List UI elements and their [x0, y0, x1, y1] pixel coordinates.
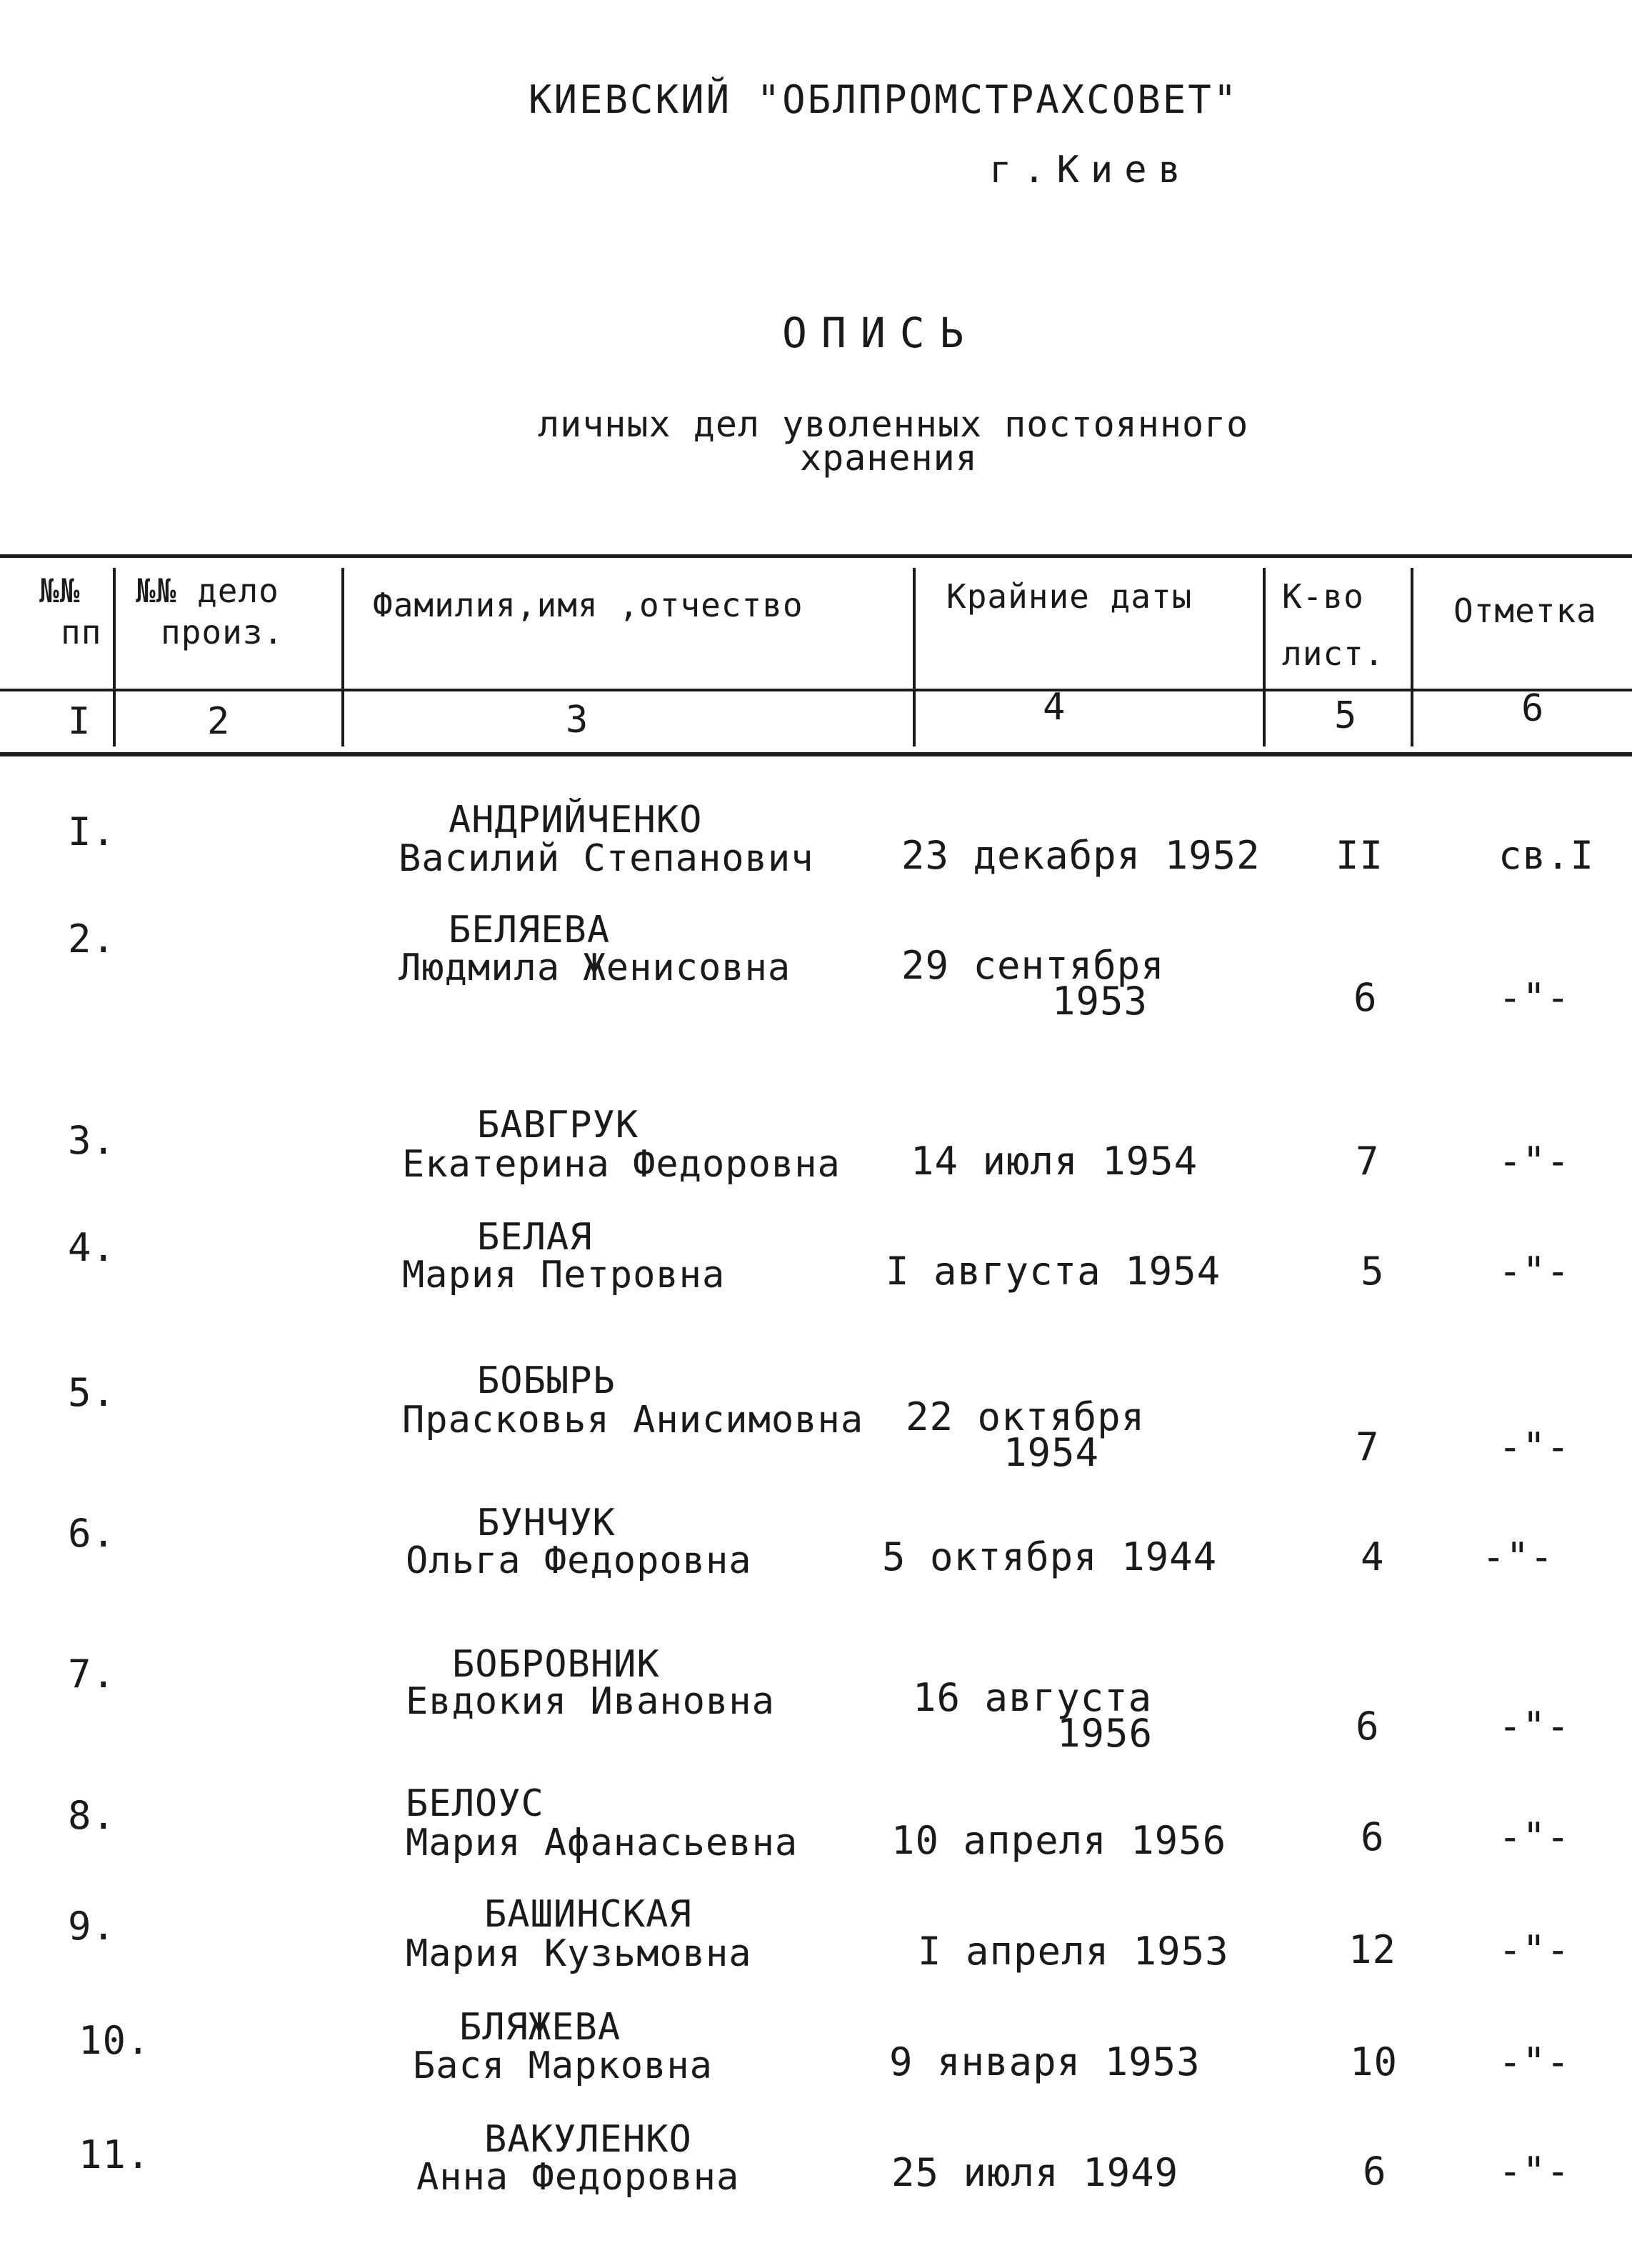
row-date: 5 октября 1944	[882, 1534, 1218, 1579]
row-given-names: Екатерина Федоровна	[402, 1143, 841, 1186]
row-given-names: Мария Петровна	[402, 1254, 726, 1297]
row-given-names: Мария Кузьмовна	[406, 1932, 752, 1975]
row-mark: -"-	[1498, 1139, 1571, 1184]
table-bottom-rule	[0, 752, 1632, 756]
row-mark: -"-	[1482, 1534, 1554, 1579]
row-sheet-count: 7	[1356, 1139, 1380, 1184]
col-header-2-line1: №№ дело	[136, 571, 279, 610]
row-number: 11.	[79, 2132, 151, 2177]
row-date: 23 декабря 1952	[901, 833, 1261, 878]
table-header-rule	[0, 689, 1632, 691]
row-given-names: Анна Федоровна	[416, 2156, 740, 2199]
column-divider	[913, 568, 916, 746]
row-sheet-count: 5	[1361, 1249, 1385, 1294]
row-surname: БЛЯЖЕВА	[459, 2006, 621, 2049]
city-name: г.Киев	[989, 149, 1192, 191]
col-number-5: 5	[1334, 694, 1358, 737]
row-given-names: Евдокия Ивановна	[406, 1680, 775, 1723]
row-number: 6.	[68, 1511, 116, 1556]
col-header-5-line2: лист.	[1282, 634, 1385, 673]
col-number-3: 3	[566, 699, 589, 741]
table-top-rule	[0, 554, 1632, 558]
row-date: 14 июля 1954	[911, 1139, 1198, 1184]
row-sheet-count: 4	[1361, 1534, 1385, 1579]
row-mark: -"-	[1498, 1249, 1571, 1294]
row-date: I августа 1954	[886, 1249, 1221, 1294]
col-header-2-line2: произ.	[161, 613, 284, 651]
col-header-3-line1: Фамилия,имя ,отчество	[373, 586, 804, 624]
row-given-names: Мария Афанасьевна	[406, 1822, 799, 1864]
row-given-names: Бася Марковна	[413, 2044, 713, 2087]
row-sheet-count: 6	[1356, 1704, 1380, 1749]
col-number-1: I	[68, 700, 91, 743]
row-number: 3.	[68, 1118, 116, 1163]
col-header-1-line1: №№	[39, 571, 81, 610]
row-date-year: 1954	[1003, 1430, 1100, 1475]
row-sheet-count: 7	[1356, 1424, 1380, 1469]
row-given-names: Людмила Женисовна	[399, 946, 791, 989]
row-date: 10 апреля 1956	[891, 1818, 1227, 1863]
column-divider	[1411, 568, 1413, 746]
col-header-1-line2: пп	[61, 613, 102, 651]
row-date-year: 1956	[1057, 1711, 1153, 1756]
row-given-names: Ольга Федоровна	[406, 1539, 752, 1582]
row-surname: БОБРОВНИК	[452, 1643, 660, 1686]
row-surname: БАШИНСКАЯ	[484, 1893, 692, 1936]
row-mark: -"-	[1498, 975, 1571, 1020]
row-number: 10.	[79, 2018, 151, 2063]
row-date: 25 июля 1949	[891, 2150, 1179, 2195]
col-header-6-line1: Отметка	[1453, 591, 1597, 630]
row-number: 7.	[68, 1652, 116, 1697]
row-given-names: Прасковья Анисимовна	[402, 1399, 864, 1442]
row-given-names: Василий Степанович	[399, 837, 814, 880]
row-sheet-count: 6	[1353, 975, 1378, 1020]
col-number-6: 6	[1521, 687, 1545, 730]
row-surname: БЕЛЯЕВА	[449, 909, 611, 951]
row-surname: ВАКУЛЕНКО	[484, 2118, 692, 2161]
row-sheet-count: 12	[1348, 1927, 1397, 1972]
subtitle-line-2: хранения	[800, 437, 978, 479]
row-mark: -"-	[1498, 1927, 1571, 1972]
column-divider	[1263, 568, 1266, 746]
row-surname: БОБЫРЬ	[477, 1359, 616, 1402]
column-divider	[341, 568, 344, 746]
row-date: I апреля 1953	[918, 1929, 1229, 1974]
row-date: 29 сентября	[901, 943, 1165, 988]
col-header-5-line1: К-во	[1282, 577, 1364, 616]
row-date-year: 1953	[1052, 979, 1148, 1024]
row-mark: -"-	[1498, 2149, 1571, 2194]
subtitle-line-1: личных дел уволенных постоянного	[538, 404, 1249, 445]
row-sheet-count: 10	[1350, 2039, 1398, 2084]
row-mark: -"-	[1498, 1424, 1571, 1469]
row-number: 4.	[68, 1225, 116, 1270]
row-date: 16 августа	[913, 1675, 1153, 1720]
col-header-4-line1: Крайние даты	[946, 577, 1193, 616]
row-mark: -"-	[1498, 1704, 1571, 1749]
row-number: 9.	[68, 1904, 116, 1949]
row-number: 8.	[68, 1793, 116, 1838]
row-surname: БУНЧУК	[477, 1502, 616, 1544]
row-sheet-count: 6	[1363, 2149, 1387, 2194]
row-surname: БЕЛАЯ	[477, 1216, 593, 1259]
row-number: 5.	[68, 1370, 116, 1415]
row-surname: АНДРИЙЧЕНКО	[449, 799, 703, 841]
row-sheet-count: 6	[1361, 1814, 1385, 1859]
row-sheet-count: II	[1336, 833, 1384, 878]
organization-name: КИЕВСКИЙ "ОБЛПРОМСТРАХСОВЕТ"	[529, 77, 1239, 122]
row-number: I.	[68, 809, 116, 854]
col-number-4: 4	[1043, 686, 1066, 729]
row-number: 2.	[68, 916, 116, 961]
row-mark: -"-	[1498, 2039, 1571, 2084]
row-date: 9 января 1953	[889, 2039, 1201, 2084]
row-mark: св.I	[1498, 833, 1595, 878]
document-title: ОПИСЬ	[782, 309, 978, 357]
column-divider	[113, 568, 116, 746]
row-mark: -"-	[1498, 1814, 1571, 1859]
col-number-2: 2	[207, 700, 231, 743]
row-surname: БАВГРУК	[477, 1104, 639, 1147]
row-date: 22 октября	[906, 1394, 1146, 1439]
row-surname: БЕЛОУС	[406, 1782, 544, 1825]
